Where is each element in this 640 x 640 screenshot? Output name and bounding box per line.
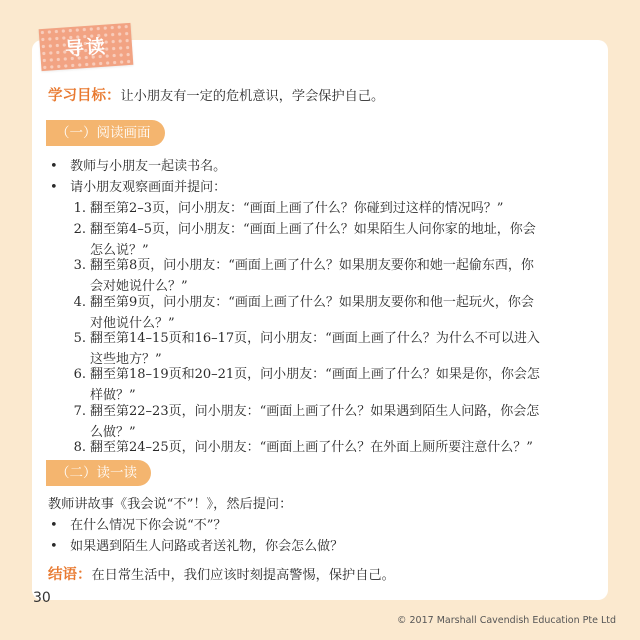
title-tab (39, 23, 134, 71)
item-1-text (90, 198, 600, 219)
section2-bullet-1-text: 在什么情况下你会说“不”？ (70, 518, 227, 533)
item-8-line1: 翻至第24–25页，问小朋友：“画面上画了什么？在外面上厕所要注意什么？” (90, 440, 533, 455)
item-1-line1: 翻至第2–3页，问小朋友：“画面上画了什么？你碰到过这样的情况吗？” (90, 201, 504, 216)
copyright-notice: © 2017 Marshall Cavendish Education Pte Ltd (396, 615, 616, 626)
item-2-line2: 怎么说？” (90, 243, 149, 258)
item-1-number: 1. (73, 201, 86, 216)
objective-text: 让小朋友有一定的危机意识，学会保护自己。 (120, 89, 385, 104)
item-6-number: 6. (73, 367, 86, 382)
section1-bullet-2: • 请小朋友观察画面并提问： (50, 180, 227, 195)
section1-bullet-1: • 教师与小朋友一起读书名。 (50, 159, 227, 174)
objective-label: 学习目标： (48, 88, 121, 104)
section2-bullet-2: • 如果遇到陌生人问路或者送礼物，你会怎么做？ (50, 539, 344, 554)
section2-bullet-2-text: 如果遇到陌生人问路或者送礼物，你会怎么做？ (70, 539, 344, 554)
page-number: 30 (33, 590, 51, 606)
section1-bullet-1-text: 教师与小朋友一起读书名。 (70, 159, 227, 174)
conclusion-label: 结语： (48, 567, 92, 583)
item-5-number: 5. (73, 331, 86, 346)
section2-intro: 教师讲故事《我会说“不”！》，然后提问： (48, 497, 293, 512)
item-6-text (90, 364, 600, 406)
item-7-line2: 么做？” (90, 425, 136, 440)
item-2-line1: 翻至第4–5页，问小朋友：“画面上画了什么？如果陌生人问你家的地址，你会 (90, 222, 536, 237)
item-4-line1: 翻至第9页，问小朋友：“画面上画了什么？如果朋友要你和他一起玩火，你会 (90, 295, 534, 310)
learning-objective (48, 86, 600, 107)
item-4-line2: 对他说什么？” (90, 316, 175, 331)
item-4-number: 4. (73, 295, 86, 310)
section1-heading: （一）阅读画面 (46, 120, 165, 146)
item-3-number: 3. (73, 258, 86, 273)
section2-heading: （二）读一读 (46, 460, 151, 486)
conclusion (48, 565, 600, 586)
item-6-line2: 样做？” (90, 388, 136, 403)
item-7-line1: 翻至第22–23页，问小朋友：“画面上画了什么？如果遇到陌生人问路，你会怎 (90, 404, 540, 419)
item-7-number: 7. (73, 404, 86, 419)
section1-bullet-2-text: 请小朋友观察画面并提问： (70, 180, 227, 195)
item-3-line2: 会对她说什么？” (90, 279, 188, 294)
item-3-text (90, 255, 600, 297)
conclusion-text: 在日常生活中，我们应该时刻提高警惕，保护自己。 (91, 568, 395, 583)
item-6-line1: 翻至第18–19页和20–21页，问小朋友：“画面上画了什么？如果是你，你会怎 (90, 367, 540, 382)
item-3-line1: 翻至第8页，问小朋友：“画面上画了什么？如果朋友要你和她一起偷东西，你 (90, 258, 534, 273)
item-8-text (90, 437, 600, 458)
section2-bullet-1: • 在什么情况下你会说“不”？ (50, 518, 227, 533)
item-5-line1: 翻至第14–15页和16–17页，问小朋友：“画面上画了什么？为什么不可以进入 (90, 331, 540, 346)
item-8-number: 8. (73, 440, 86, 455)
page-title: 导读 (64, 35, 108, 61)
item-2-number: 2. (73, 222, 86, 237)
item-5-line2: 这些地方？” (90, 352, 162, 367)
